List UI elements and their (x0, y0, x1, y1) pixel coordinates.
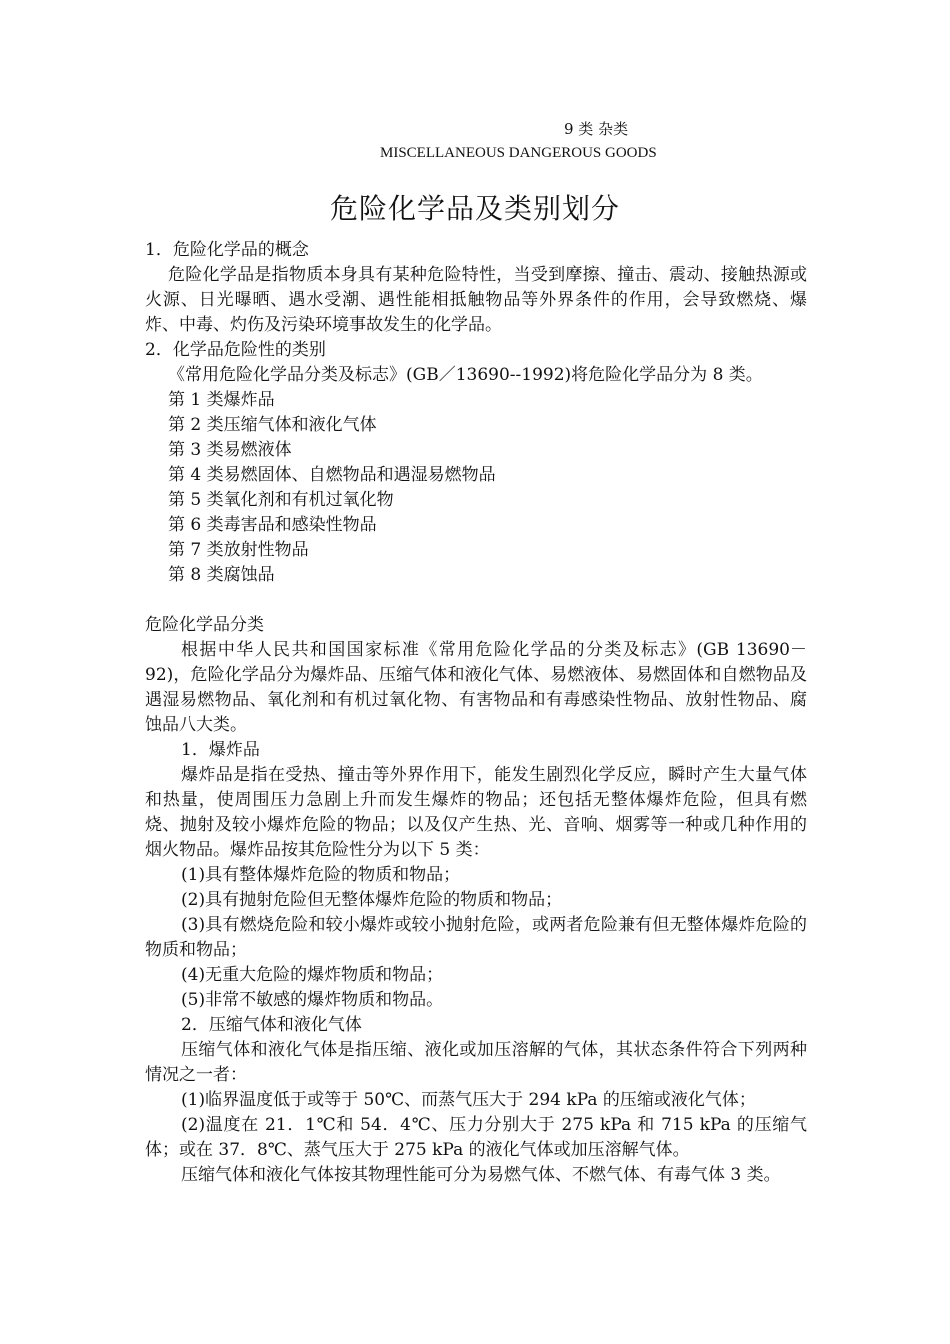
paragraph: 压缩气体和液化气体按其物理性能可分为易燃气体、不燃气体、有毒气体 3 类。 (181, 1165, 781, 1185)
class-list-item: 第 4 类易燃固体、自燃物品和遇湿易燃物品 (168, 465, 496, 485)
section-heading: 2．化学品危险性的类别 (145, 340, 326, 360)
list-item: (2)温度在 21．1℃和 54．4℃、压力分别大于 275 kPa 和 715 kPa 的压缩气体；或在 37．8℃、蒸气压大于 275 kPa 的液化气体或加压溶解气体。 (145, 1115, 807, 1160)
document-body (145, 238, 807, 1188)
paragraph: 根据中华人民共和国国家标准《常用危险化学品的分类及标志》(GB 13690－92)，危险化学品分为爆炸品、压缩气体和液化气体、易燃液体、易燃固体和自燃物品及遇湿易燃物品、氧化剂和有机过氧化物、有害物品和有毒感染性物品、放射性物品、腐蚀品八大类。 (145, 640, 807, 735)
paragraph: 危险化学品是指物质本身具有某种危险特性，当受到摩擦、撞击、震动、接触热源或火源、日光曝晒、遇水受潮、遇性能相抵触物品等外界条件的作用，会导致燃烧、爆炸、中毒、灼伤及污染环境事故发生的化学品。 (145, 265, 807, 335)
subsection-heading: 1．爆炸品 (181, 740, 260, 760)
list-item: (5)非常不敏感的爆炸物质和物品。 (181, 990, 444, 1010)
subsection-heading: 2．压缩气体和液化气体 (181, 1015, 362, 1035)
paragraph: 压缩气体和液化气体是指压缩、液化或加压溶解的气体，其状态条件符合下列两种情况之一者： (145, 1040, 807, 1085)
list-item: (1)具有整体爆炸危险的物质和物品； (181, 865, 461, 885)
class-list-item: 第 5 类氧化剂和有机过氧化物 (168, 490, 394, 510)
list-item: (4)无重大危险的爆炸物质和物品； (181, 965, 444, 985)
class-list-item: 第 8 类腐蚀品 (168, 565, 275, 585)
paragraph: 爆炸品是指在受热、撞击等外界作用下，能发生剧烈化学反应，瞬时产生大量气体和热量，使周围压力急剧上升而发生爆炸的物品；还包括无整体爆炸危险，但具有燃烧、抛射及较小爆炸危险的物品；以及仅产生热、光、音响、烟雾等一种或几种作用的烟火物品。爆炸品按其危险性分为以下 5 类： (145, 765, 807, 860)
paragraph: 《常用危险化学品分类及标志》(GB／13690--1992)将危险化学品分为 8 类。 (168, 365, 763, 385)
section-heading: 1．危险化学品的概念 (145, 240, 309, 260)
class-list-item: 第 2 类压缩气体和液化气体 (168, 415, 377, 435)
class-label-en: MISCELLANEOUS DANGEROUS GOODS (380, 145, 657, 161)
class-list-item: 第 7 类放射性物品 (168, 540, 309, 560)
spacer (145, 588, 807, 613)
class-list-item: 第 1 类爆炸品 (168, 390, 275, 410)
document-title: 危险化学品及类别划分 (329, 192, 620, 225)
section-heading: 危险化学品分类 (145, 615, 264, 635)
class-list-item: 第 3 类易燃液体 (168, 440, 292, 460)
list-item: (2)具有抛射危险但无整体爆炸危险的物质和物品； (181, 890, 563, 910)
list-item: (1)临界温度低于或等于 50℃、而蒸气压大于 294 kPa 的压缩或液化气体； (181, 1090, 756, 1110)
list-item: (3)具有燃烧危险和较小爆炸或较小抛射危险，或两者危险兼有但无整体爆炸危险的物质和物品； (145, 915, 807, 960)
class-list-item: 第 6 类毒害品和感染性物品 (168, 515, 377, 535)
class-label: 9 类 杂类 (564, 120, 629, 138)
